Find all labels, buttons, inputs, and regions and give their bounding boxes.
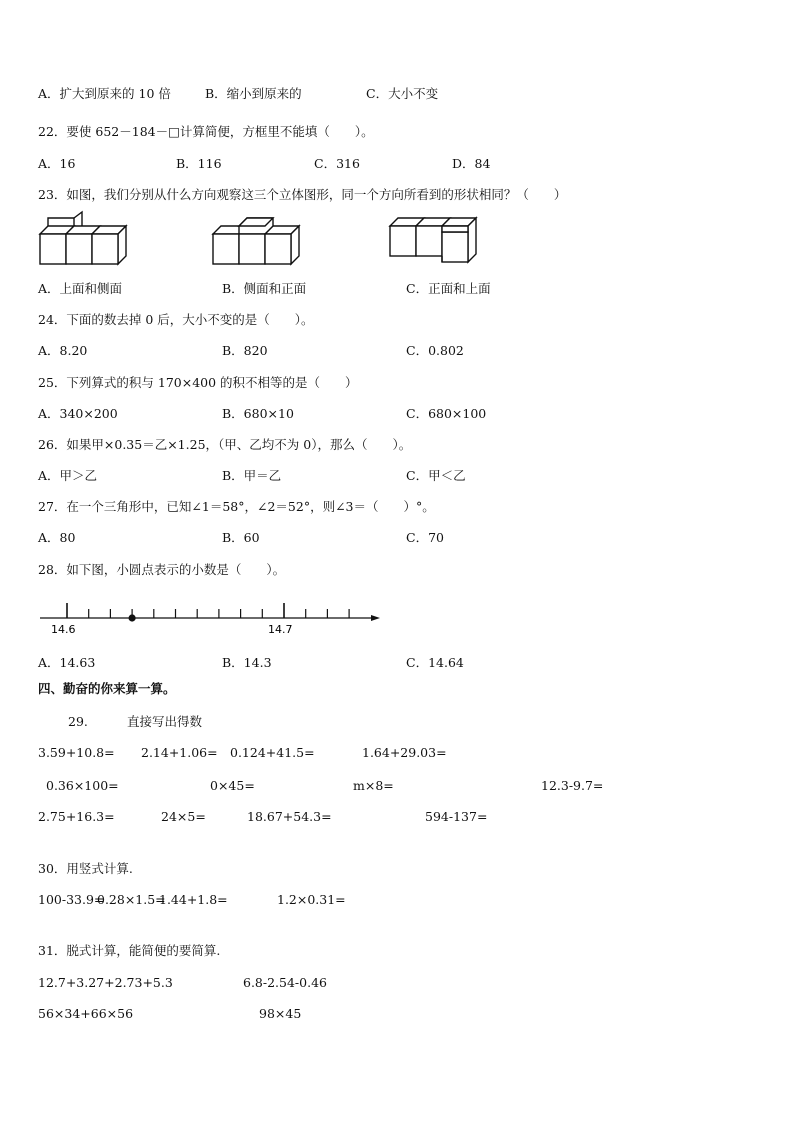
q21-option-a: A．扩大到原来的 10 倍 bbox=[38, 86, 171, 101]
q21-option-c: C．大小不变 bbox=[366, 86, 439, 101]
q31-item: 6.8-2.54-0.46 bbox=[243, 975, 327, 990]
q28-option-a: A．14.63 bbox=[38, 655, 96, 670]
q28-option-c: C．14.64 bbox=[406, 655, 464, 670]
q26-stem: 26．如果甲×0.35＝乙×1.25，（甲、乙均不为 0），那么（ ）。 bbox=[38, 437, 412, 452]
q23-stem: 23．如图，我们分别从什么方向观察这三个立体图形，同一个方向所看到的形状相同？（ ） bbox=[38, 187, 567, 202]
q25-stem: 25．下列算式的积与 170×400 的积不相等的是（ ） bbox=[38, 375, 358, 390]
q29-number: 29. bbox=[68, 714, 88, 729]
q29-item: 24×5= bbox=[161, 809, 206, 824]
q29-item: 1.64+29.03= bbox=[362, 745, 447, 760]
q29-item: 3.59+10.8= bbox=[38, 745, 115, 760]
q29-title: 直接写出得数 bbox=[127, 714, 203, 729]
q25-option-c: C．680×100 bbox=[406, 406, 487, 421]
q23-option-a: A．上面和侧面 bbox=[38, 281, 123, 296]
q23-option-b: B．侧面和正面 bbox=[222, 281, 307, 296]
q24-option-c: C．0.802 bbox=[406, 343, 464, 358]
q29-item: m×8= bbox=[353, 778, 394, 793]
q27-stem: 27．在一个三角形中，已知∠1＝58°，∠2＝52°，则∠3＝（ ）°。 bbox=[38, 499, 435, 514]
q24-stem: 24．下面的数去掉 0 后，大小不变的是（ ）。 bbox=[38, 312, 314, 327]
q31-title: 31．脱式计算，能简便的要简算. bbox=[38, 943, 221, 958]
q24-option-a: A．8.20 bbox=[38, 343, 88, 358]
q27-option-a: A．80 bbox=[38, 530, 76, 545]
q30-item: 0.28×1.5= bbox=[97, 892, 166, 907]
q31-item: 12.7+3.27+2.73+5.3 bbox=[38, 975, 173, 990]
q27-option-c: C．70 bbox=[406, 530, 444, 545]
q25-option-b: B．680×10 bbox=[222, 406, 294, 421]
number-line bbox=[40, 598, 385, 638]
tick-label-right: 14.7 bbox=[268, 623, 293, 636]
cube-figure-b bbox=[211, 216, 306, 268]
q30-item: 1.2×0.31= bbox=[277, 892, 346, 907]
section-4-title: 四、勤奋的你来算一算。 bbox=[38, 681, 176, 696]
q22-option-d: D．84 bbox=[452, 156, 491, 171]
q26-option-b: B．甲＝乙 bbox=[222, 468, 282, 483]
q22-option-c: C．316 bbox=[314, 156, 360, 171]
q22-stem: 22．要使 652－184－□计算简便，方框里不能填（ ）。 bbox=[38, 124, 374, 139]
cube-figure-c bbox=[388, 212, 483, 268]
q28-option-b: B．14.3 bbox=[222, 655, 272, 670]
q30-item: 1.44+1.8= bbox=[159, 892, 228, 907]
cube-figure-a bbox=[38, 216, 133, 268]
q30-item: 100-33.9= bbox=[38, 892, 105, 907]
q25-option-a: A．340×200 bbox=[38, 406, 118, 421]
q22-option-b: B．116 bbox=[176, 156, 222, 171]
q29-item: 0.124+41.5= bbox=[230, 745, 315, 760]
q29-item: 18.67+54.3= bbox=[247, 809, 332, 824]
number-line-arrow bbox=[371, 615, 380, 621]
q29-item: 594-137= bbox=[425, 809, 488, 824]
number-line-dot bbox=[129, 614, 136, 621]
q21-option-b: B．缩小到原来的 bbox=[205, 86, 302, 101]
q29-item: 12.3-9.7= bbox=[541, 778, 604, 793]
q30-title: 30．用竖式计算. bbox=[38, 861, 133, 876]
q29-item: 0×45= bbox=[210, 778, 255, 793]
q31-item: 56×34+66×56 bbox=[38, 1006, 134, 1021]
q29-item: 0.36×100= bbox=[46, 778, 119, 793]
q28-stem: 28．如下图，小圆点表示的小数是（ ）。 bbox=[38, 562, 286, 577]
q22-option-a: A．16 bbox=[38, 156, 76, 171]
tick-label-left: 14.6 bbox=[51, 623, 76, 636]
q24-option-b: B．820 bbox=[222, 343, 268, 358]
q27-option-b: B．60 bbox=[222, 530, 260, 545]
q29-item: 2.75+16.3= bbox=[38, 809, 115, 824]
q26-option-c: C．甲＜乙 bbox=[406, 468, 466, 483]
q31-item: 98×45 bbox=[259, 1006, 302, 1021]
q26-option-a: A．甲＞乙 bbox=[38, 468, 98, 483]
q29-item: 2.14+1.06= bbox=[141, 745, 218, 760]
q23-option-c: C．正面和上面 bbox=[406, 281, 491, 296]
